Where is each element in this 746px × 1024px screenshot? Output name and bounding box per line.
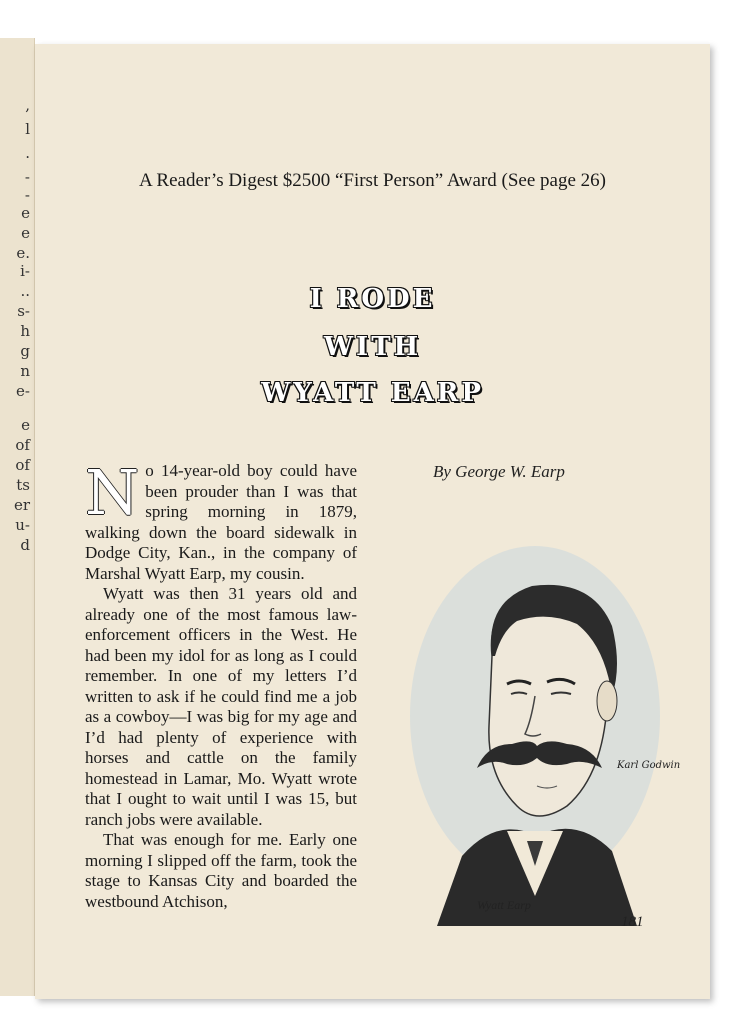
paragraph-1 (85, 456, 357, 584)
drop-cap: N (85, 456, 140, 529)
prev-page-fragment: d (20, 536, 30, 554)
prev-page-fragment: u- (15, 516, 30, 534)
prev-page-fragment: .. (20, 282, 30, 300)
prev-page-fragment: - (24, 186, 30, 204)
artist-signature: Karl Godwin (617, 760, 681, 771)
prev-page-fragment: h (20, 322, 30, 340)
prev-page-fragment: ts (16, 476, 30, 494)
prev-page-fragment: l (25, 120, 30, 138)
page-number: 181 (621, 914, 644, 930)
prev-page-fragment: - (24, 168, 30, 186)
prev-page-fragment: s- (17, 302, 30, 320)
prev-page-fragment: e. (16, 244, 30, 262)
award-line: A Reader’s Digest $2500 “First Person” Award (See page 26) (138, 170, 606, 191)
prev-page-fragment: er (13, 496, 30, 514)
prev-page-fragment: e (21, 416, 30, 434)
paragraph-3: That was enough for me. Early one morning I slipped off the farm, took the stage to Kansas City and boarded the westbound Atchison, (85, 830, 357, 911)
paragraph-2: Wyatt was then 31 years old and already one of the most famous law-enforcement officers in the West. He had been my idol for as long as I could remember. In one of my letters I’d written to ask if he could find me a job as a cowboy—I was big for my age and I’d had plenty of experience with horses and cattle on the family homestead in Lamar, Mo. Wyatt wrote that I ought to wait until I was 15, but ranch jobs were available. (85, 584, 357, 829)
prev-page-fragment: , (25, 96, 30, 114)
prev-page-fragment: n (20, 362, 30, 380)
prev-page-fragment: e (21, 224, 30, 242)
prev-page-fragment: of (15, 456, 30, 474)
prev-page-fragment: e (21, 204, 30, 222)
prev-page-fragment: g (20, 342, 30, 360)
paragraph-1-text: o 14-year-old boy could have been prouder than I was that spring morning in 1879, walking down the board sidewalk in Dodge City, Kan., in the company of Marshal Wyatt Earp, my cousin. (85, 461, 357, 583)
previous-page-edge (0, 38, 35, 996)
prev-page-fragment: of (15, 436, 30, 454)
prev-page-fragment: . (25, 144, 30, 162)
portrait-caption: Wyatt Earp (477, 898, 531, 912)
byline: By George W. Earp (433, 462, 565, 481)
article-body (85, 456, 357, 912)
title-line-2: WITH (323, 332, 422, 362)
magazine-page (35, 44, 710, 999)
prev-page-fragment: i- (20, 262, 30, 280)
portrait-illustration (407, 506, 681, 926)
title-line-3: WYATT EARP (261, 378, 484, 408)
prev-page-fragment: e- (16, 382, 30, 400)
title-line-1: I RODE (309, 284, 436, 314)
ear (597, 681, 617, 721)
